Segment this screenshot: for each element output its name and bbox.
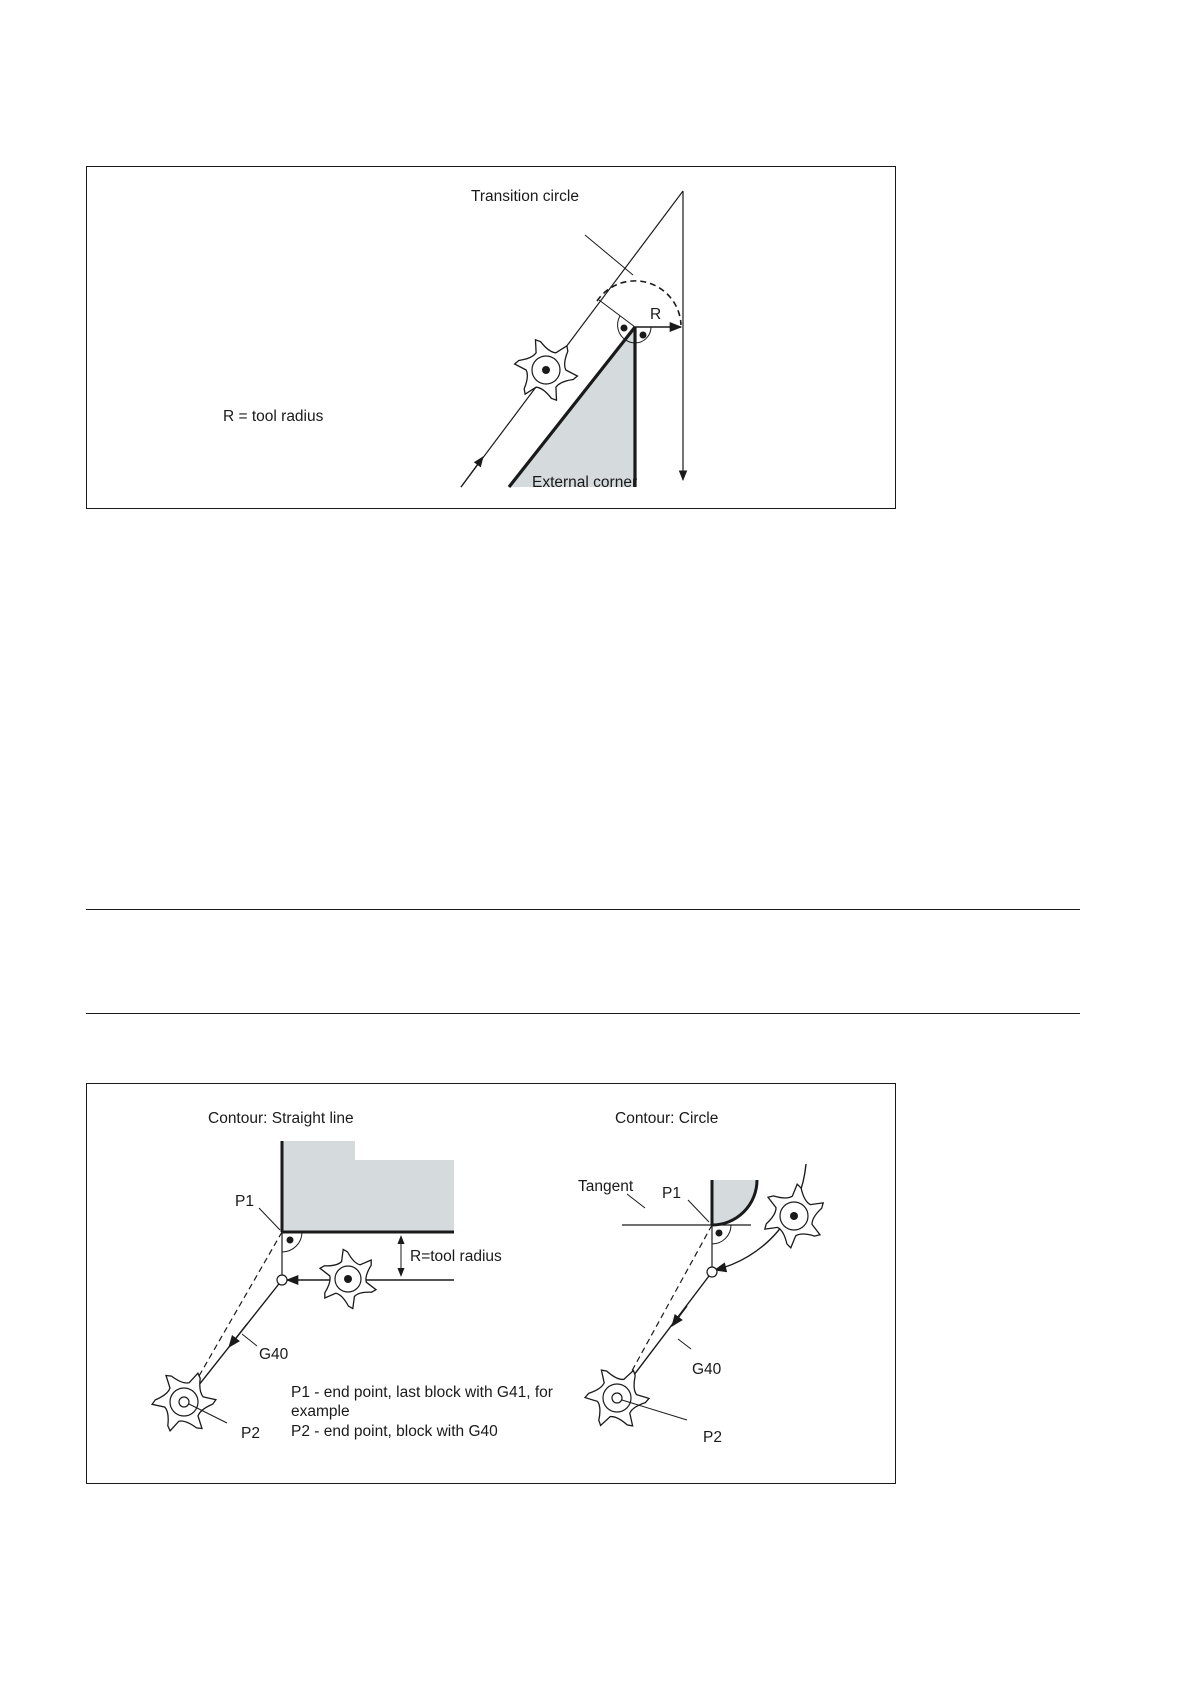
- radius-perpendicular: [599, 300, 635, 327]
- right-angle-dot-left: [621, 325, 628, 332]
- legend-p1-line1: P1 - end point, last block with G41, for: [291, 1384, 553, 1401]
- g40-retract-diagram: [87, 1084, 897, 1485]
- legend-p1-line2: example: [291, 1403, 350, 1420]
- radius-r-label: R: [650, 306, 662, 323]
- g40-left-leader: [242, 1334, 257, 1346]
- radius-legend: R = tool radius: [223, 408, 324, 425]
- contour-straight-title: Contour: Straight line: [208, 1110, 354, 1127]
- g40-left-label: G40: [259, 1346, 289, 1363]
- external-corner-label: External corner: [532, 474, 638, 491]
- contour-circle-title: Contour: Circle: [615, 1110, 719, 1127]
- cutter-left-top-dot: [344, 1275, 352, 1283]
- right-angle-dot-p1-right: [716, 1230, 723, 1237]
- p2-left-label: P2: [241, 1425, 260, 1442]
- g40-right-label: G40: [692, 1361, 722, 1378]
- cutter-right-top-dot: [790, 1212, 798, 1220]
- transition-circle-label: Transition circle: [471, 188, 579, 205]
- right-angle-dot-right: [640, 332, 647, 339]
- tool-radius-label: R=tool radius: [410, 1248, 502, 1265]
- workpiece-straight: [282, 1141, 454, 1232]
- separator-line-bottom: [86, 1013, 1080, 1014]
- p1-right-leader: [688, 1200, 709, 1222]
- separator-line-top: [86, 909, 1080, 910]
- p1-right-label: P1: [662, 1185, 681, 1202]
- tangent-label: Tangent: [578, 1178, 634, 1195]
- external-corner-figure: [86, 166, 896, 509]
- endpoint-p2-left: [179, 1397, 189, 1407]
- cutter-center-dot: [542, 366, 550, 374]
- tangent-leader: [627, 1194, 645, 1208]
- endpoint-circle-left: [277, 1275, 287, 1285]
- p2-right-label: P2: [703, 1429, 722, 1446]
- transition-circle-leader: [585, 235, 633, 275]
- g40-right-leader: [678, 1339, 691, 1349]
- g40-retract-figure: [86, 1083, 896, 1484]
- transition-circle-arc: [597, 281, 681, 325]
- endpoint-circle-right: [707, 1267, 717, 1277]
- p1-left-leader: [259, 1208, 280, 1230]
- endpoint-p2-right: [612, 1393, 622, 1403]
- p1-left-label: P1: [235, 1193, 254, 1210]
- legend-p2: P2 - end point, block with G40: [291, 1423, 498, 1440]
- approach-direction-arrow: [461, 457, 483, 487]
- right-angle-dot-p1-left: [287, 1237, 294, 1244]
- g40-direction-arrow-right: [672, 1306, 687, 1326]
- external-corner-diagram: [87, 167, 897, 510]
